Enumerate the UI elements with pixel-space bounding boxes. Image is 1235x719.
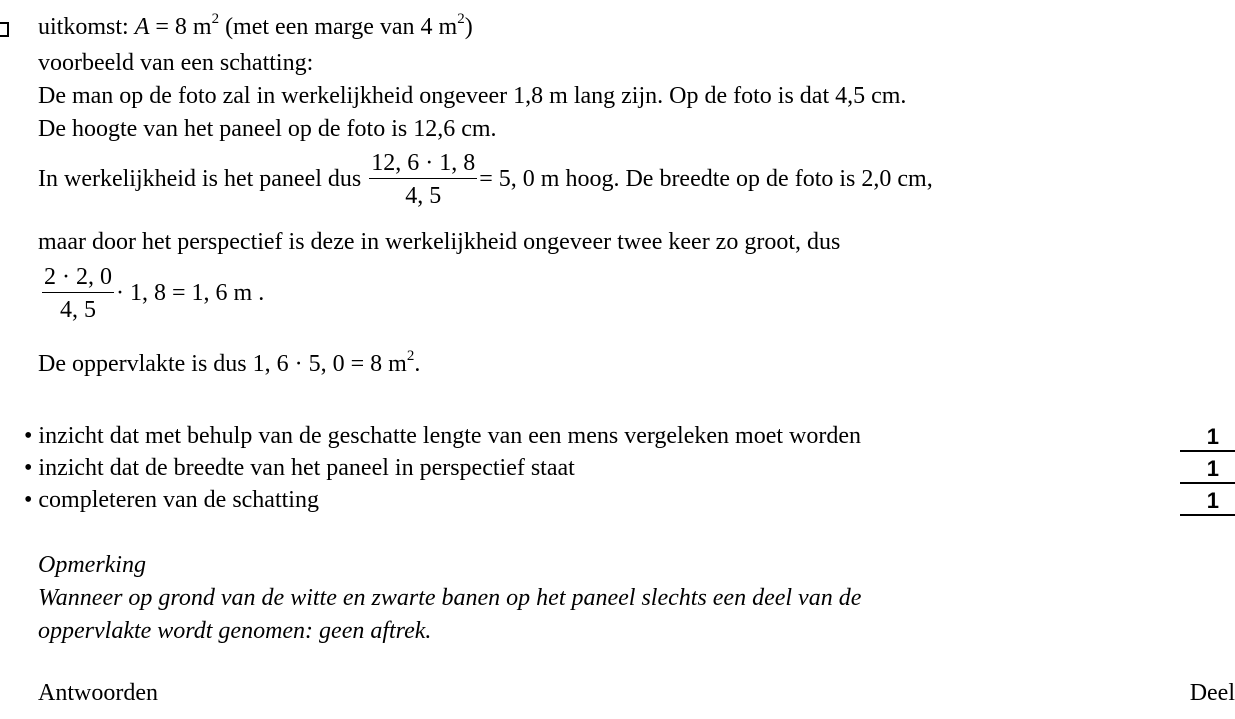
width-calc-line	[40, 262, 264, 327]
area-pre: De oppervlakte is dus	[38, 351, 247, 377]
remark-title: Opmerking	[38, 552, 146, 578]
criterion-2: • inzicht dat de breedte van het paneel in perspectief staat	[24, 455, 575, 481]
answer-value: = 8 m	[149, 14, 212, 40]
fraction-1-denominator: 4, 5	[405, 183, 442, 209]
footer-right: Deel	[1189, 680, 1235, 706]
margin-close: )	[464, 14, 473, 40]
margin-exponent: 2	[457, 11, 465, 27]
criterion-1: • inzicht dat met behulp van de geschatte lengte van een mens vergeleken moet worden	[24, 423, 861, 449]
fraction-2-denominator: 4, 5	[60, 297, 96, 323]
fraction-1-result: = 5, 0 m	[479, 166, 560, 193]
fraction-1	[369, 148, 477, 213]
remark-line-1: Wanneer op grond van de witte en zwarte banen op het paneel slechts een deel van de	[38, 585, 862, 611]
uitkomst-label: uitkomst:	[38, 14, 129, 40]
panel-pre: In werkelijkheid is het paneel dus	[38, 166, 362, 193]
margin-text: (met een marge van 4 m	[219, 14, 458, 40]
perspective-line: maar door het perspectief is deze in werkelijkheid ongeveer twee keer zo groot, dus	[38, 229, 841, 255]
footer-left: Antwoorden	[38, 680, 158, 706]
answer-exponent: 2	[211, 11, 220, 27]
answer-line	[38, 12, 473, 45]
area-calc: 1, 6 · 5, 0 = 8 m	[252, 351, 407, 377]
checkbox	[0, 22, 9, 37]
criterion-2-score: 1	[1180, 456, 1235, 484]
area-post: .	[414, 351, 421, 377]
area-line	[38, 349, 420, 382]
fraction-2	[42, 262, 114, 327]
criterion-3: • completeren van de schatting	[24, 487, 319, 513]
fraction-1-numerator: 12, 6 · 1, 8	[369, 148, 477, 179]
fraction-2-numerator: 2 · 2, 0	[42, 262, 114, 293]
area-exponent: 2	[406, 348, 415, 364]
example-heading: voorbeeld van een schatting:	[38, 50, 314, 76]
remark-line-2: oppervlakte wordt genomen: geen aftrek.	[38, 618, 432, 644]
criterion-3-score: 1	[1180, 488, 1235, 516]
fraction-2-result: · 1, 8 = 1, 6 m .	[116, 280, 265, 307]
man-line: De man op de foto zal in werkelijkheid ongeveer 1,8 m lang zijn. Op de foto is dat 4,5 cm.	[38, 83, 907, 109]
panel-height-line	[38, 148, 933, 213]
criterion-1-score: 1	[1180, 424, 1235, 452]
height-line: De hoogte van het paneel op de foto is 12,6 cm.	[38, 116, 497, 142]
panel-post: hoog. De breedte op de foto is 2,0 cm,	[565, 166, 933, 193]
variable-A: A	[134, 14, 150, 40]
